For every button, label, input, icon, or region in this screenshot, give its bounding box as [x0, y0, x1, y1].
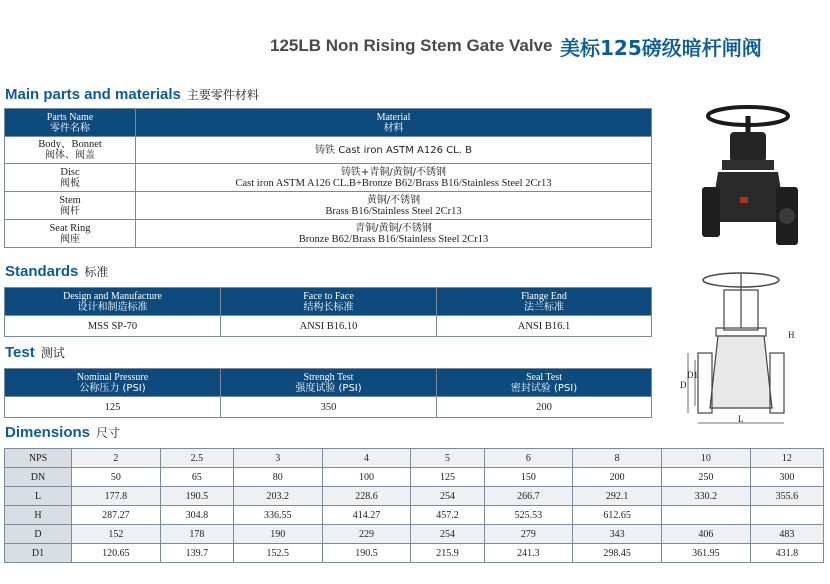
dimension-value — [750, 506, 823, 525]
section-test-heading — [5, 344, 65, 361]
section-parts-en: Main parts and materials — [5, 86, 181, 103]
dimension-value: 10 — [662, 449, 751, 468]
section-test-en: Test — [5, 344, 35, 361]
standards-header-face: Face to Face 结构长标准 — [221, 288, 437, 316]
standard-flange-value: ANSI B16.1 — [437, 316, 652, 337]
table-row — [5, 487, 824, 506]
dimension-value: 4 — [322, 449, 411, 468]
dimension-value: 304.8 — [160, 506, 233, 525]
dimension-value: 177.8 — [72, 487, 161, 506]
dimension-value: 203.2 — [233, 487, 322, 506]
dimension-value: 65 — [160, 468, 233, 487]
dimension-value: 292.1 — [573, 487, 662, 506]
dimension-value: 215.9 — [411, 544, 484, 563]
dimension-value: 330.2 — [662, 487, 751, 506]
table-row — [5, 316, 652, 337]
test-header-seal: Seal Test 密封试验 (PSI) — [437, 369, 652, 397]
part-name: Body、Bonnet 阀体、阀盖 — [5, 137, 136, 164]
table-row — [5, 525, 824, 544]
parts-table — [4, 108, 652, 248]
dimension-value: 355.6 — [750, 487, 823, 506]
dimension-value: 254 — [411, 487, 484, 506]
parts-header-material: Material 材料 — [136, 109, 652, 137]
valve-drawing — [676, 268, 801, 430]
part-material: 黄铜/不锈钢 Brass B16/Stainless Steel 2Cr13 — [136, 192, 652, 220]
section-parts-heading — [5, 86, 259, 103]
dimension-value: 254 — [411, 525, 484, 544]
dimension-value: 152 — [72, 525, 161, 544]
part-name: Seat Ring 阀座 — [5, 220, 136, 248]
dimension-value: 150 — [484, 468, 573, 487]
parts-header-name: Parts Name 零件名称 — [5, 109, 136, 137]
section-standards-en: Standards — [5, 263, 79, 280]
dimension-value: 5 — [411, 449, 484, 468]
test-seal-value: 200 — [437, 397, 652, 418]
dimension-value: 229 — [322, 525, 411, 544]
test-table — [4, 368, 652, 418]
dimension-value: 431.8 — [750, 544, 823, 563]
dimension-value: 612.65 — [573, 506, 662, 525]
drawing-label-d1: D1 — [687, 370, 698, 380]
dimension-value: 250 — [662, 468, 751, 487]
part-name: Disc 阀板 — [5, 164, 136, 192]
table-row — [5, 506, 824, 525]
table-row — [5, 192, 652, 220]
test-strength-value: 350 — [221, 397, 437, 418]
section-test-cn: 测试 — [40, 346, 65, 360]
section-standards-cn: 标准 — [84, 265, 109, 279]
bonnet-shape — [730, 132, 766, 162]
section-dimensions-heading — [5, 424, 120, 441]
test-nominal-value: 125 — [5, 397, 221, 418]
table-row — [5, 468, 824, 487]
part-material: 铸铁+青铜/黄铜/不锈钢 Cast iron ASTM A126 CL.B+Bronze B62/Brass B16/Stainless Steel 2Cr13 — [136, 164, 652, 192]
dimension-value: 100 — [322, 468, 411, 487]
valve-photo — [700, 102, 810, 252]
dimension-value: 6 — [484, 449, 573, 468]
dimension-label: D1 — [5, 544, 72, 563]
dimension-value: 190.5 — [160, 487, 233, 506]
dimension-value: 266.7 — [484, 487, 573, 506]
section-dimensions-cn: 尺寸 — [96, 426, 121, 440]
dimension-value: 3 — [233, 449, 322, 468]
dimension-value: 298.45 — [573, 544, 662, 563]
dimension-value: 287.27 — [72, 506, 161, 525]
dimension-value: 139.7 — [160, 544, 233, 563]
dimension-value: 50 — [72, 468, 161, 487]
dimension-value: 279 — [484, 525, 573, 544]
dimension-label: DN — [5, 468, 72, 487]
left-flange-shape — [702, 187, 720, 237]
table-row — [5, 449, 824, 468]
dimension-value: 125 — [411, 468, 484, 487]
dimension-value: 483 — [750, 525, 823, 544]
part-name: Stem 阀杆 — [5, 192, 136, 220]
standard-face-value: ANSI B16.10 — [221, 316, 437, 337]
section-dimensions-en: Dimensions — [5, 424, 91, 441]
drawing-label-d: D — [680, 380, 687, 390]
dimension-label: NPS — [5, 449, 72, 468]
dimension-value: 8 — [573, 449, 662, 468]
dimension-value: 190.5 — [322, 544, 411, 563]
standards-header-flange: Flange End 法兰标准 — [437, 288, 652, 316]
dimensions-table — [4, 448, 824, 563]
dimension-value: 525.53 — [484, 506, 573, 525]
dimension-value: 2 — [72, 449, 161, 468]
dimension-value: 343 — [573, 525, 662, 544]
section-parts-cn: 主要零件材料 — [186, 88, 259, 102]
dimension-value: 457.2 — [411, 506, 484, 525]
dimension-value: 336.55 — [233, 506, 322, 525]
standards-table — [4, 287, 652, 337]
dimension-value: 406 — [662, 525, 751, 544]
part-material: 铸铁 Cast iron ASTM A126 CL. B — [136, 137, 652, 164]
dimension-value: 241.3 — [484, 544, 573, 563]
test-header-nominal: Nominal Pressure 公称压力 (PSI) — [5, 369, 221, 397]
title-english: 125LB Non Rising Stem Gate Valve — [270, 36, 553, 55]
dimension-value — [662, 506, 751, 525]
dimension-value: 414.27 — [322, 506, 411, 525]
dimension-value: 2.5 — [160, 449, 233, 468]
part-material: 青铜/黄铜/不锈钢 Bronze B62/Brass B16/Stainless Steel 2Cr13 — [136, 220, 652, 248]
table-row — [5, 544, 824, 563]
dimension-value: 178 — [160, 525, 233, 544]
title-chinese: 美标125磅级暗杆闸阀 — [560, 36, 762, 60]
dimension-value: 152.5 — [233, 544, 322, 563]
dimension-value: 190 — [233, 525, 322, 544]
dimension-value: 120.65 — [72, 544, 161, 563]
drawing-label-l: L — [738, 414, 744, 424]
dimension-value: 361.95 — [662, 544, 751, 563]
table-row — [5, 220, 652, 248]
dimension-value: 200 — [573, 468, 662, 487]
dimension-label: H — [5, 506, 72, 525]
dimension-label: D — [5, 525, 72, 544]
test-header-strength: Strengh Test 强度试验 (PSI) — [221, 369, 437, 397]
dimension-value: 12 — [750, 449, 823, 468]
table-row — [5, 164, 652, 192]
table-row — [5, 137, 652, 164]
table-row — [5, 397, 652, 418]
dimension-value: 300 — [750, 468, 823, 487]
dimension-label: L — [5, 487, 72, 506]
section-standards-heading — [5, 263, 108, 280]
standard-design-value: MSS SP-70 — [5, 316, 221, 337]
drawing-label-h: H — [788, 330, 795, 340]
dimension-value: 80 — [233, 468, 322, 487]
standards-header-design: Design and Manufacture 设计和制造标准 — [5, 288, 221, 316]
dimension-value: 228.6 — [322, 487, 411, 506]
